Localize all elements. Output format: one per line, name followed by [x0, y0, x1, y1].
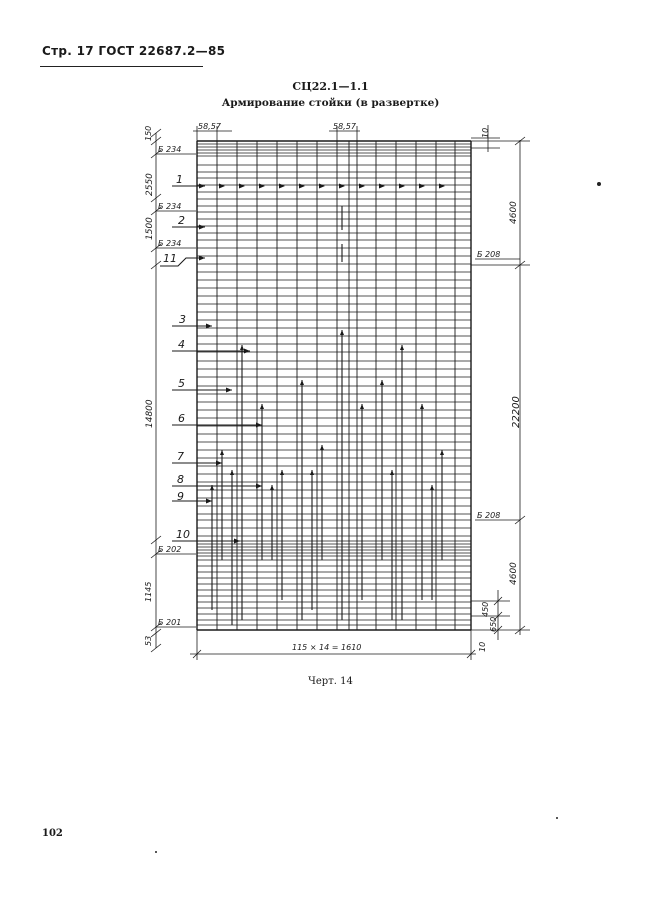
bar-direction-arrow — [339, 184, 345, 189]
bar-pointer-arrow — [226, 388, 232, 393]
dim-top-spacing-mid: 58,57 — [333, 122, 356, 131]
bar-mark-10: 10 — [176, 528, 190, 541]
dim-bottom-width: 115 × 14 = 1610 — [292, 643, 362, 652]
bar-end-arrow — [320, 445, 324, 450]
bar-pointer-arrow — [206, 499, 212, 504]
bar-end-arrow — [440, 450, 444, 455]
bar-end-arrow — [270, 485, 274, 490]
bar-end-arrow — [380, 380, 384, 385]
dim-right-450: 450 — [481, 601, 490, 617]
bar-direction-arrow — [219, 184, 225, 189]
scan-speck — [597, 182, 601, 186]
bar-direction-arrow — [299, 184, 305, 189]
bar-mark-9: 9 — [177, 490, 184, 503]
bar-direction-arrow — [419, 184, 425, 189]
bar-end-arrow — [280, 470, 284, 475]
bar-pointer-arrow — [216, 461, 222, 466]
label-b234-2: Б 234 — [158, 202, 182, 211]
bar-end-arrow — [340, 330, 344, 335]
label-b234-1: Б 234 — [158, 145, 182, 154]
bar-pointer-arrow — [256, 423, 262, 428]
dim-right-22200: 22200 — [511, 396, 522, 428]
bar-mark-2: 2 — [178, 214, 185, 227]
bar-pointer-arrow — [199, 184, 205, 189]
bar-end-arrow — [360, 404, 364, 409]
dim-left-14800: 14800 — [145, 399, 155, 428]
bar-mark-1: 1 — [176, 173, 183, 186]
bar-mark-3: 3 — [179, 313, 186, 326]
label-b208-top: Б 208 — [477, 250, 501, 259]
bar-end-arrow — [390, 470, 394, 475]
scan-speck — [556, 817, 558, 819]
bar-direction-arrow — [379, 184, 385, 189]
bar-direction-arrow — [259, 184, 265, 189]
label-b201: Б 201 — [158, 618, 182, 627]
bar-end-arrow — [260, 404, 264, 409]
bar-end-arrow — [300, 380, 304, 385]
bar-direction-arrow — [239, 184, 245, 189]
dimension-lines — [151, 125, 530, 660]
bar-end-arrow — [430, 485, 434, 490]
dim-right-10-top: 10 — [481, 127, 490, 138]
dim-right-10-bottom: 10 — [478, 641, 487, 652]
bar-mark-8: 8 — [177, 473, 184, 486]
bar-direction-arrow — [359, 184, 365, 189]
dim-right-4600-bottom: 4600 — [509, 562, 519, 585]
label-b208-bottom: Б 208 — [477, 511, 501, 520]
bar-pointer-arrow — [244, 349, 250, 354]
dim-right-4600-top: 4600 — [509, 201, 519, 224]
bar-direction-arrow — [279, 184, 285, 189]
bar-direction-arrow — [399, 184, 405, 189]
bar-end-arrow — [310, 470, 314, 475]
page-header: Стр. 17 ГОСТ 22687.2—85 — [42, 44, 226, 58]
dim-left-2550: 2550 — [145, 173, 155, 196]
bar-mark-4: 4 — [178, 338, 185, 351]
bar-end-arrow — [230, 470, 234, 475]
label-b234-3: Б 234 — [158, 239, 182, 248]
reinforcement-bars — [160, 184, 445, 626]
bar-mark-11: 11 — [163, 252, 177, 265]
bar-end-arrow — [220, 450, 224, 455]
bar-end-arrow — [240, 345, 244, 350]
dim-top-spacing-left: 58,57 — [198, 122, 221, 131]
scan-speck — [155, 851, 157, 853]
dim-left-53: 53 — [144, 635, 153, 646]
bar-pointer-arrow — [256, 484, 262, 489]
figure-caption: Черт. 14 — [308, 676, 353, 687]
bar-mark-5: 5 — [178, 377, 185, 390]
dim-left-150: 150 — [144, 125, 153, 141]
mesh-grid — [197, 141, 471, 630]
label-b202: Б 202 — [158, 545, 182, 554]
bar-end-arrow — [420, 404, 424, 409]
bar-mark-6: 6 — [178, 412, 185, 425]
bar-end-arrow — [400, 345, 404, 350]
drawing-title: Армирование стойки (в развертке) — [221, 97, 440, 109]
bar-direction-arrow — [439, 184, 445, 189]
bar-direction-arrow — [319, 184, 325, 189]
page-number: 102 — [42, 828, 63, 839]
drawing-code: СЦ22.1—1.1 — [292, 80, 369, 93]
bar-mark-7: 7 — [177, 450, 184, 463]
bar-pointer-arrow — [199, 225, 205, 230]
dim-right-650: 650 — [489, 616, 498, 632]
dim-left-1145: 1145 — [144, 581, 153, 602]
dim-left-1500: 1500 — [145, 217, 155, 240]
